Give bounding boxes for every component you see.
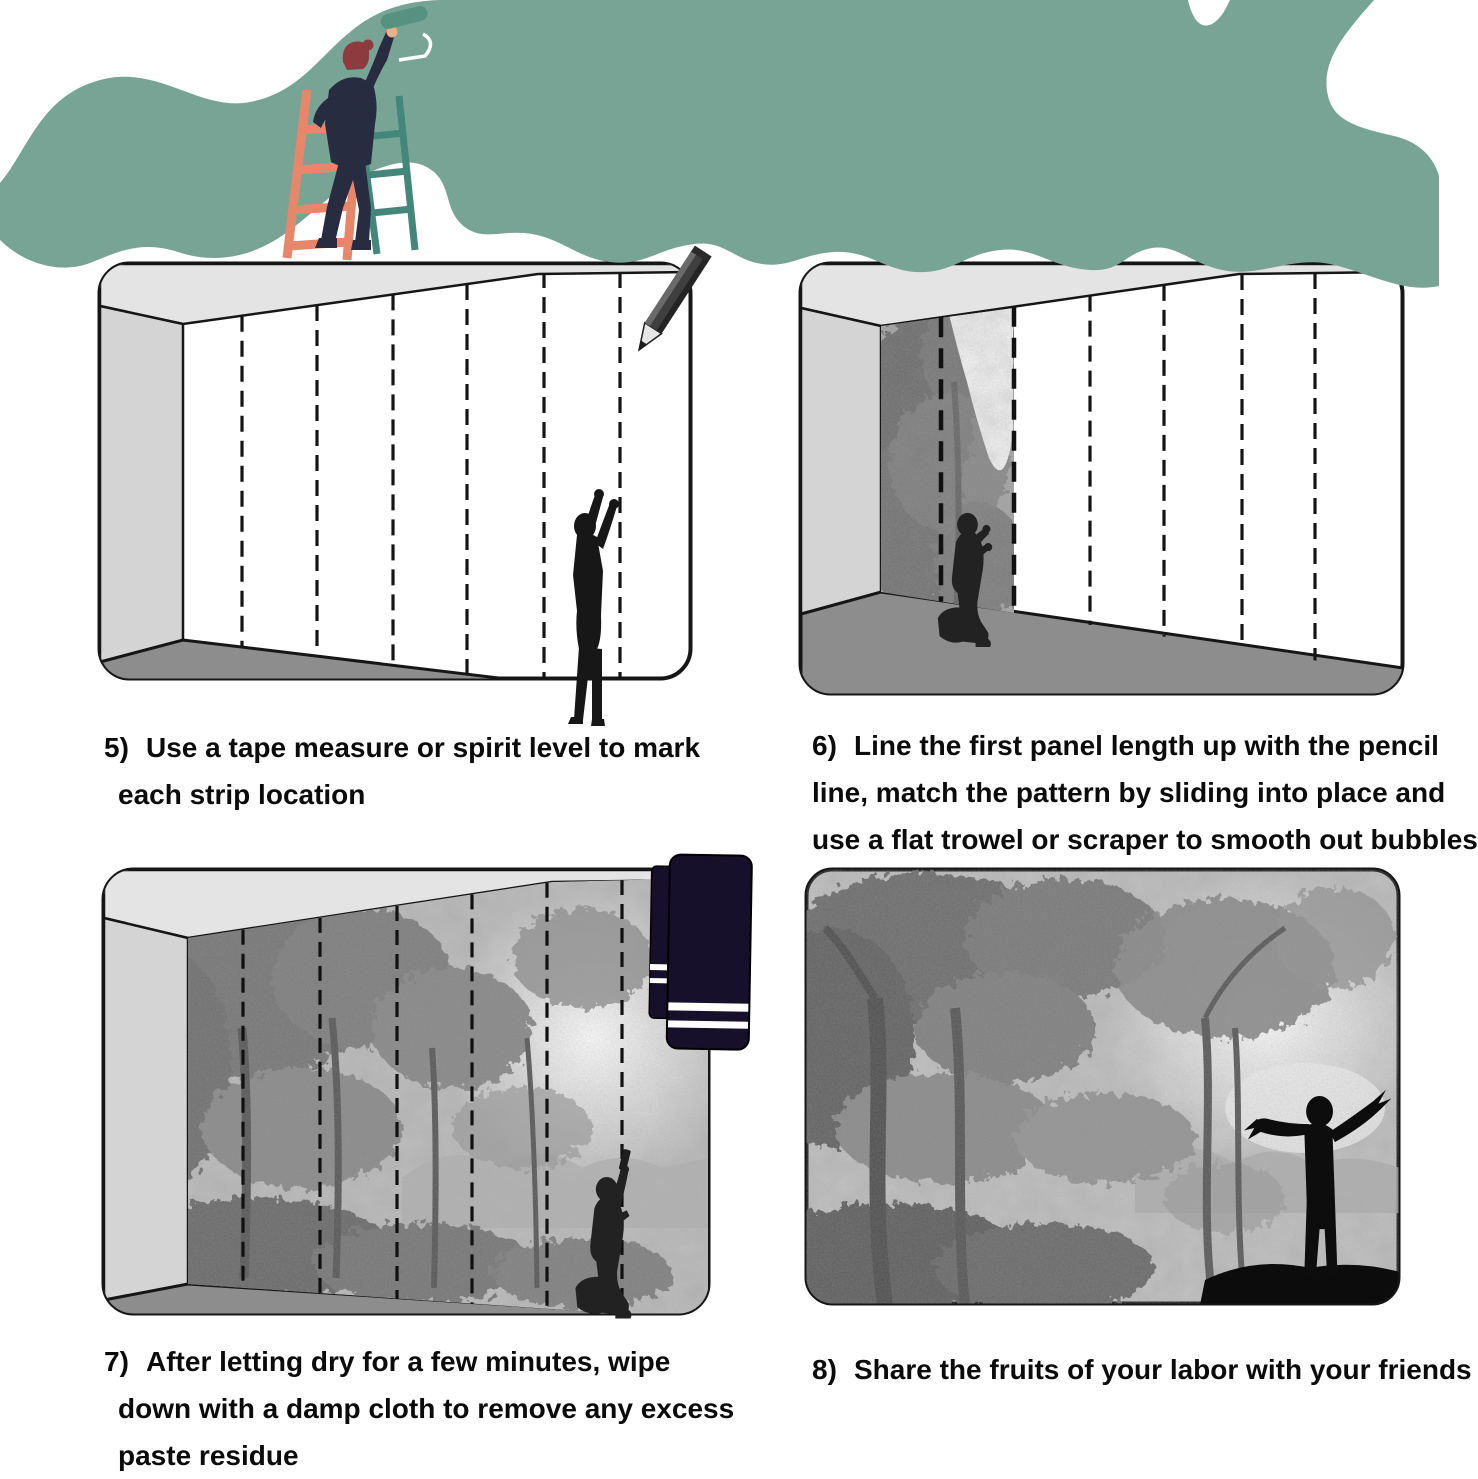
caption-line	[104, 724, 744, 771]
mural-wall	[92, 878, 742, 1315]
step6-caption	[812, 722, 1478, 863]
panel-border	[100, 264, 691, 679]
step8-illustration	[805, 868, 1400, 1305]
step5-caption	[104, 724, 744, 818]
step7-caption	[104, 1338, 764, 1479]
step7-illustration	[102, 846, 762, 1326]
finished-mural-scene	[745, 868, 1425, 1313]
caption-line	[812, 722, 1452, 769]
caption-text: Share the fruits of your labor with your friends	[854, 1354, 1472, 1385]
header-blob	[0, 0, 1439, 300]
blob-shape	[0, 0, 1439, 288]
painter-hair-bun	[363, 40, 374, 51]
caption-line: each strip location	[118, 779, 366, 810]
caption-text: After letting dry for a few minutes, wipe	[146, 1346, 671, 1377]
caption-line: down with a damp cloth to remove any excess	[118, 1393, 735, 1424]
step8-caption	[812, 1346, 1472, 1393]
left-wall	[104, 918, 188, 1300]
step-number: 5)	[104, 732, 129, 763]
step5-illustration	[98, 236, 738, 736]
caption-line: paste residue	[118, 1440, 299, 1471]
step-number: 7)	[104, 1346, 129, 1377]
caption-line: line, match the pattern by sliding into place and	[812, 777, 1446, 808]
step-number: 6)	[812, 730, 837, 761]
caption-line: use a flat trowel or scraper to smooth out bubbles	[812, 824, 1478, 855]
left-wall	[100, 306, 183, 662]
left-wall	[801, 308, 881, 614]
caption-line	[104, 1338, 764, 1385]
caption-text: Use a tape measure or spirit level to mark	[146, 732, 701, 763]
step6-illustration	[799, 262, 1419, 712]
mural-first-panel	[864, 292, 1024, 622]
caption-line	[812, 1346, 1472, 1393]
step-number: 8)	[812, 1354, 837, 1385]
caption-text: Line the first panel length up with the pencil	[854, 730, 1439, 761]
